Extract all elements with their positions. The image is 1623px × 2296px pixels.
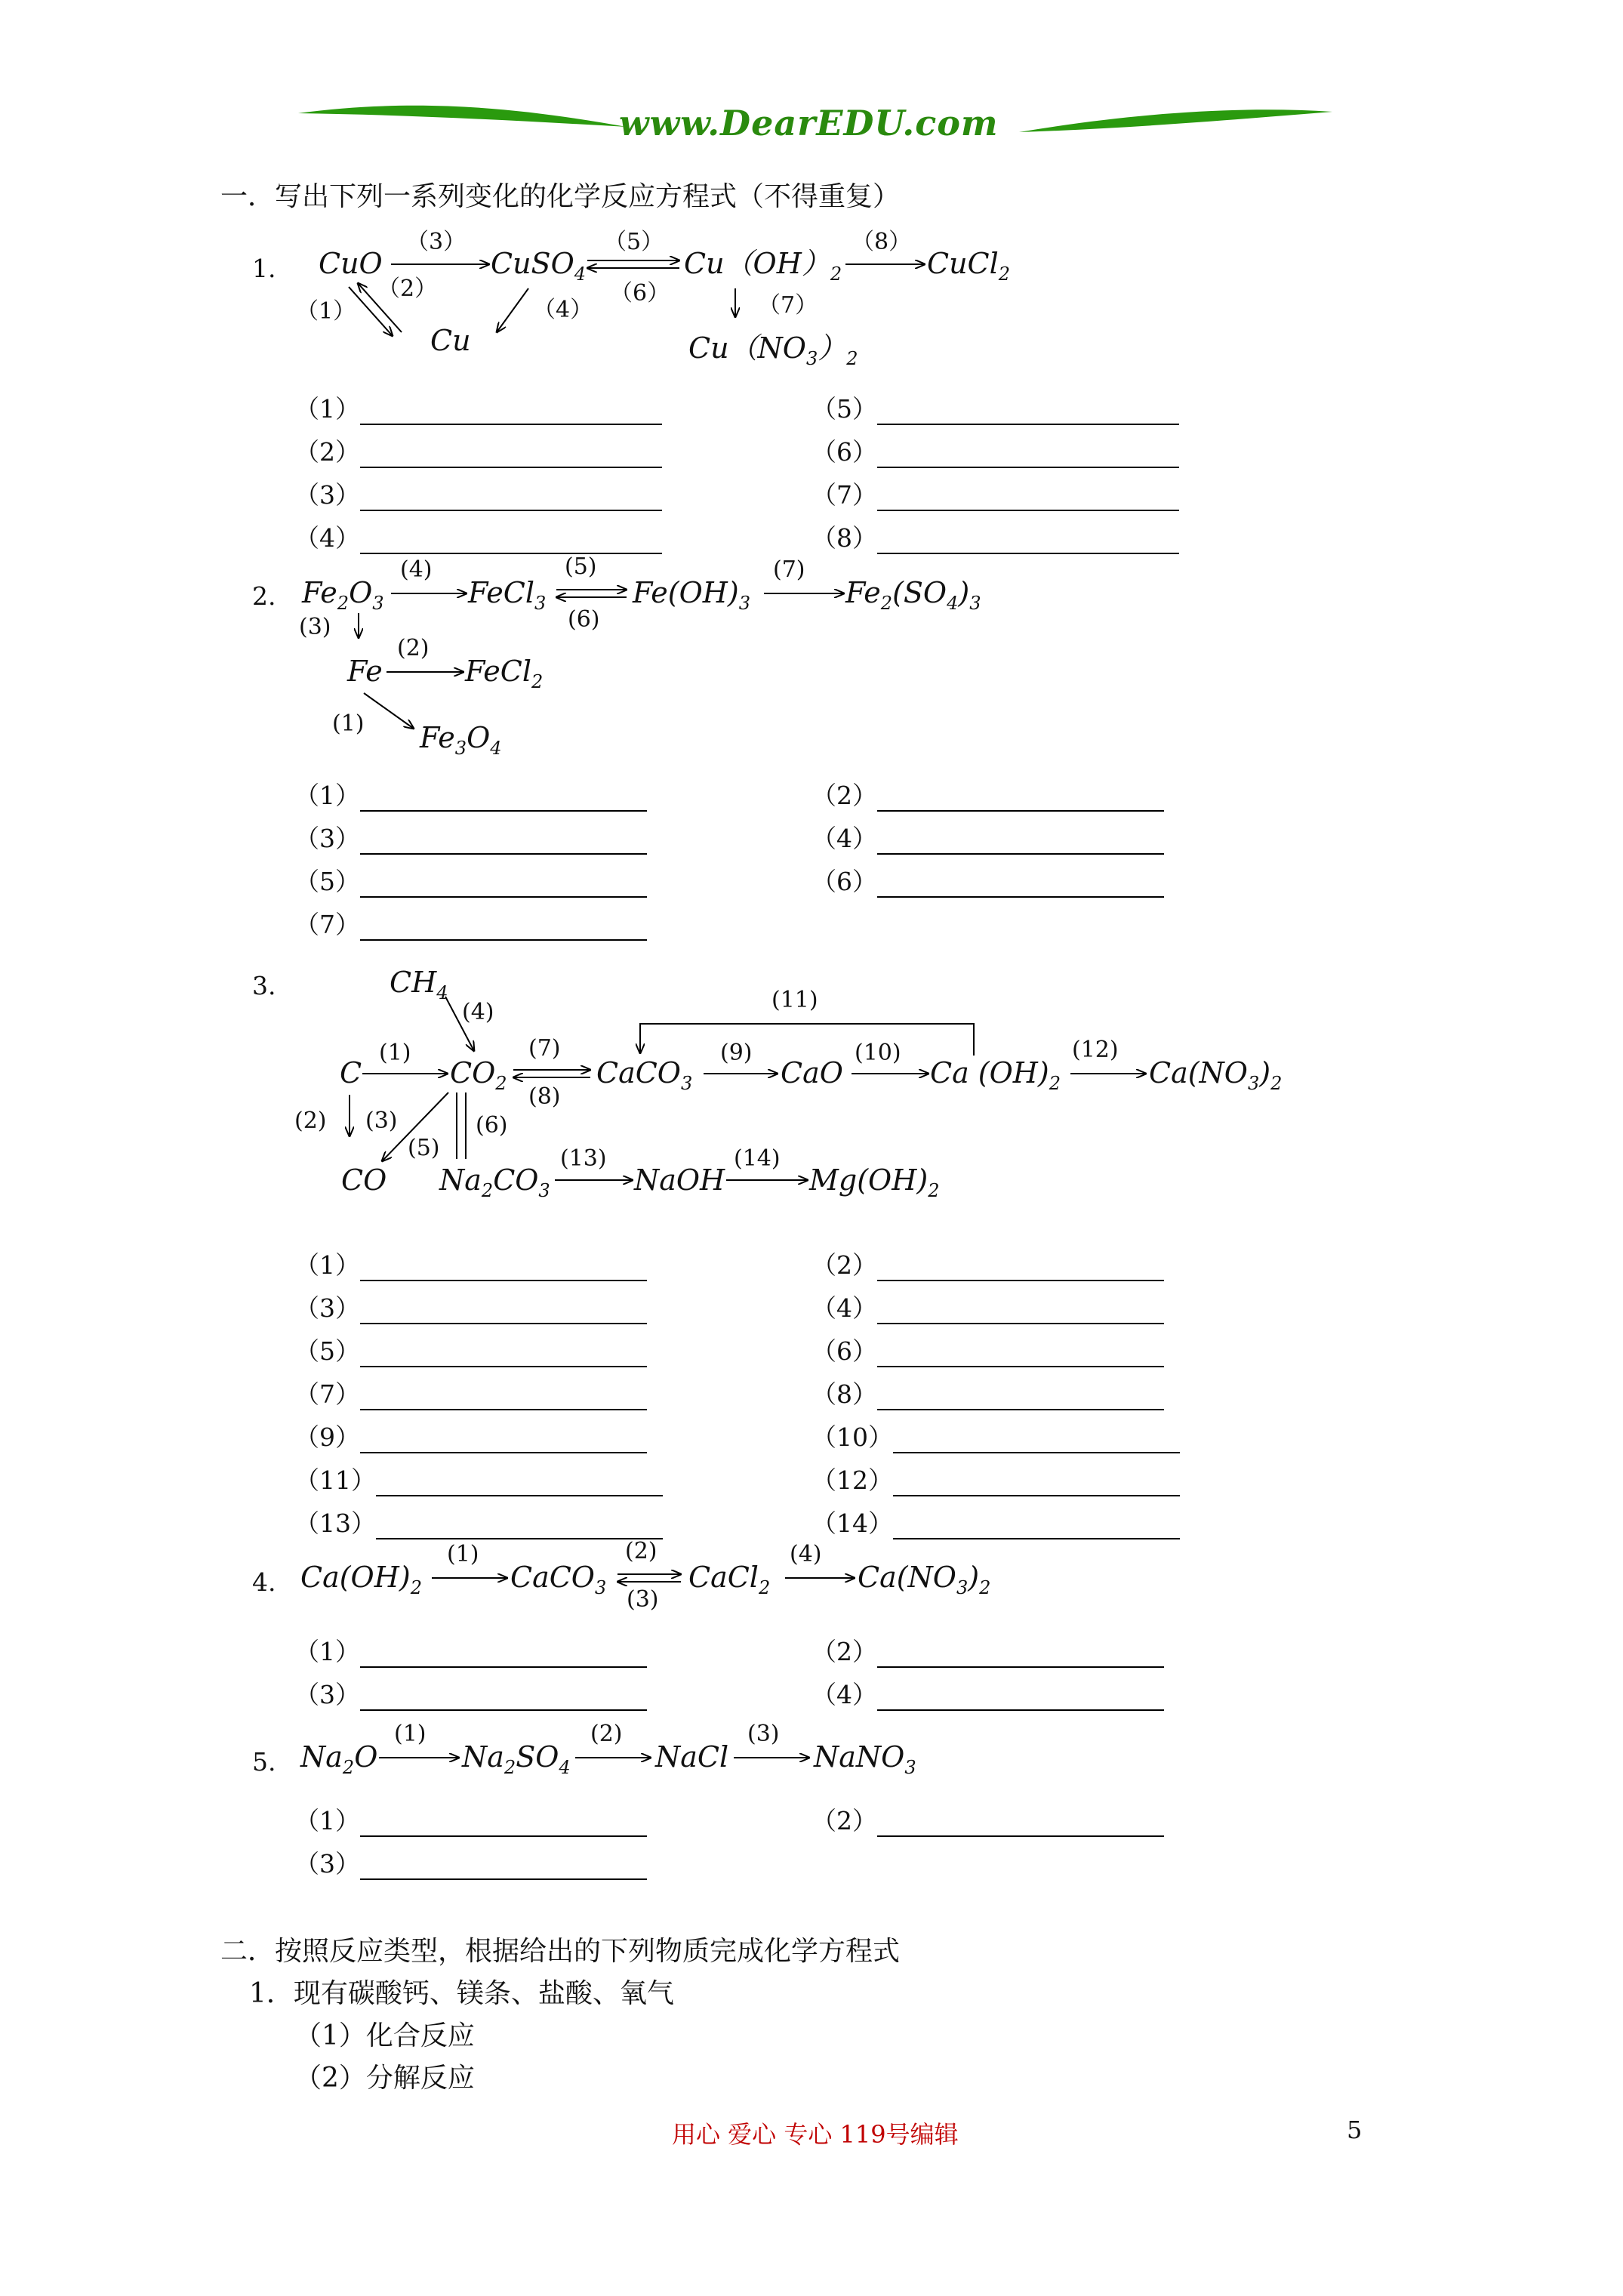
q3-answer-14: （14） — [812, 1504, 1180, 1539]
q2-arrow-1 — [364, 693, 414, 729]
q3-answer-11-line[interactable] — [376, 1469, 663, 1496]
q2-answer-6-line[interactable] — [877, 871, 1164, 898]
q1-label-1: （1） — [296, 298, 356, 325]
q3-label-10: (10) — [855, 1040, 901, 1066]
q1-answer-5: （5） — [812, 390, 1179, 425]
q3-answer-3: （3） — [294, 1289, 647, 1324]
q3-label-9: (9) — [720, 1040, 753, 1066]
q1-answer-6-line[interactable] — [877, 441, 1179, 468]
q3-answer-10: （10） — [812, 1418, 1180, 1453]
q4-caco3: CaCO$_3$ — [510, 1561, 607, 1598]
q1-answer-5-line[interactable] — [877, 398, 1179, 425]
q5-answer-2-line[interactable] — [877, 1810, 1164, 1837]
q1-answer-8: （8） — [812, 519, 1179, 554]
q3-answer-6-line[interactable] — [877, 1340, 1164, 1367]
q4-answer-1: （1） — [294, 1632, 647, 1668]
q1-cuno32: $Cu(NO_3)_2$ — [688, 331, 858, 369]
q2-feoh3: $Fe(OH)_3$ — [633, 576, 750, 614]
q2-answer-3-line[interactable] — [360, 827, 647, 855]
q5-label-3: (3) — [747, 1721, 780, 1747]
q1-cuso4: CuSO$_4$ — [491, 247, 587, 285]
q5-number: 5. — [252, 1747, 276, 1777]
q1-cucl2: CuCl$_2$ — [927, 247, 1011, 285]
q4-cano32: $Ca(NO_3)_2$ — [858, 1561, 991, 1598]
q3-answer-10-line[interactable] — [893, 1426, 1180, 1453]
q5-na2o: $Na_2O$ — [300, 1740, 378, 1778]
q3-answer-14-line[interactable] — [893, 1512, 1180, 1539]
q3-cao: CaO — [781, 1056, 843, 1089]
q5-label-2: (2) — [590, 1721, 623, 1747]
q4-answer-4: （4） — [812, 1675, 1164, 1711]
q3-answer-9-line[interactable] — [360, 1426, 647, 1453]
q3-ch4: $CH_4$ — [390, 966, 448, 1003]
q2-label-5: (5) — [565, 553, 597, 580]
q3-answer-13-line[interactable] — [376, 1512, 663, 1539]
q5-answer-2: （2） — [812, 1801, 1164, 1837]
q3-answer-2-line[interactable] — [877, 1254, 1164, 1281]
q2-fe3o4: $Fe_3O_4$ — [420, 721, 502, 759]
q1-label-7: （7） — [758, 292, 818, 319]
q1-cuo: CuO — [319, 247, 383, 280]
q3-answer-12: （12） — [812, 1461, 1180, 1496]
q2-answer-3: （3） — [294, 819, 647, 855]
section2-item-2: （2）分解反应 — [294, 2063, 475, 2094]
q2-fe: Fe — [347, 655, 383, 688]
q3-cano32: $Ca(NO_3)_2$ — [1149, 1056, 1283, 1094]
q2-answer-4: （4） — [812, 819, 1164, 855]
q1-label-5: （5） — [604, 229, 664, 255]
q2-label-2: (2) — [397, 635, 430, 661]
q3-label-13: (13) — [560, 1145, 607, 1172]
q1-answer-8-line[interactable] — [877, 527, 1179, 554]
q1-answer-2-line[interactable] — [360, 441, 662, 468]
q2-answer-4-line[interactable] — [877, 827, 1164, 855]
q3-label-12: (12) — [1072, 1037, 1119, 1063]
q3-co: CO — [341, 1163, 387, 1197]
q3-caco3: CaCO$_3$ — [596, 1056, 693, 1094]
header-right-swoosh — [1019, 109, 1332, 132]
q2-label-6: (6) — [568, 606, 600, 633]
q1-cuoh2: $Cu(OH)_2$ — [684, 247, 842, 285]
q3-co2: $CO_2$ — [450, 1056, 507, 1094]
q3-number: 3. — [252, 971, 276, 1000]
q2-answer-7-line[interactable] — [360, 914, 647, 941]
q1-answer-7-line[interactable] — [877, 484, 1179, 511]
header-left-swoosh — [298, 106, 627, 127]
q3-answer-1: （1） — [294, 1246, 647, 1281]
q5-na2so4: $Na_2SO_4$ — [462, 1740, 571, 1778]
header-logo: www.DearEDU.com — [619, 103, 999, 143]
q3-label-6: (6) — [476, 1112, 508, 1139]
q3-label-14: (14) — [734, 1145, 781, 1172]
q1-number: 1. — [252, 254, 276, 283]
q3-na2co3: $Na_2CO_3$ — [439, 1163, 550, 1201]
q1-answer-2: （2） — [294, 433, 662, 468]
q1-answer-7: （7） — [812, 476, 1179, 511]
q3-answer-8: （8） — [812, 1375, 1164, 1410]
q4-number: 4. — [252, 1567, 276, 1597]
q5-answer-1: （1） — [294, 1801, 647, 1837]
q2-answer-2-line[interactable] — [877, 784, 1164, 812]
q1-label-8: （8） — [852, 229, 912, 255]
q2-label-7: (7) — [773, 556, 805, 583]
q4-label-3: (3) — [627, 1586, 659, 1613]
section2-title: 二．按照反应类型，根据给出的下列物质完成化学方程式 — [220, 1936, 901, 1967]
q3-c: C — [340, 1056, 362, 1089]
q2-fe2so43: $Fe_2(SO_4)_3$ — [845, 576, 981, 614]
q4-label-2: (2) — [625, 1538, 658, 1564]
q3-answer-2: （2） — [812, 1246, 1164, 1281]
q1-answer-1: （1） — [294, 390, 662, 425]
q3-answer-11: （11） — [294, 1461, 663, 1496]
section2-question-1: 1．现有碳酸钙、镁条、盐酸、氧气 — [249, 1978, 674, 2009]
q3-label-7: (7) — [528, 1035, 561, 1062]
q1-label-6: （6） — [610, 280, 670, 307]
q1-answer-3-line[interactable] — [360, 484, 662, 511]
q3-answer-6: （6） — [812, 1332, 1164, 1367]
q3-label-2: (2) — [294, 1108, 327, 1134]
q3-answer-7: （7） — [294, 1375, 647, 1410]
q1-answer-1-line[interactable] — [360, 398, 662, 425]
q4-answer-1-line[interactable] — [360, 1641, 647, 1668]
q4-answer-3-line[interactable] — [360, 1684, 647, 1711]
q5-answer-1-line[interactable] — [360, 1810, 647, 1837]
q3-answer-9: （9） — [294, 1418, 647, 1453]
q3-answer-12-line[interactable] — [893, 1469, 1180, 1496]
section1-title: 一．写出下列一系列变化的化学反应方程式（不得重复） — [220, 181, 901, 212]
q1-arrow-4 — [497, 288, 528, 332]
q3-answer-13: （13） — [294, 1504, 663, 1539]
q3-caoh2: Ca $(OH)_2$ — [930, 1056, 1061, 1094]
q3-label-11: (11) — [771, 987, 818, 1013]
section2-item-1: （1）化合反应 — [294, 2020, 475, 2051]
q1-answer-3: （3） — [294, 476, 662, 511]
q3-label-1: (1) — [379, 1040, 411, 1066]
q2-answer-6: （6） — [812, 862, 1164, 898]
q1-label-4: （4） — [533, 297, 593, 323]
q3-answer-1-line[interactable] — [360, 1254, 647, 1281]
q2-fe2o3: $Fe_2O_3$ — [302, 576, 384, 614]
q1-answer-4-line[interactable] — [360, 527, 662, 554]
q2-answer-5-line[interactable] — [360, 871, 647, 898]
q2-answer-5: （5） — [294, 862, 647, 898]
q3-answer-5-line[interactable] — [360, 1340, 647, 1367]
q3-label-3: (3) — [365, 1108, 398, 1134]
q5-label-1: (1) — [394, 1721, 427, 1747]
q1-label-3: （3） — [406, 229, 467, 255]
q4-answer-2: （2） — [812, 1632, 1164, 1668]
q3-label-5: (5) — [408, 1135, 440, 1161]
q2-answer-2: （2） — [812, 776, 1164, 812]
q3-answer-5: （5） — [294, 1332, 647, 1367]
q2-answer-7: （7） — [294, 905, 647, 941]
q4-label-1: (1) — [447, 1541, 479, 1567]
q2-label-4: (4) — [400, 556, 433, 583]
q2-answer-1-line[interactable] — [360, 784, 647, 812]
q2-fecl2: FeCl$_2$ — [465, 655, 544, 692]
q4-answer-2-line[interactable] — [877, 1641, 1164, 1668]
q3-answer-4-line[interactable] — [877, 1297, 1164, 1324]
q3-label-4: (4) — [462, 999, 494, 1025]
q2-label-1: (1) — [332, 710, 365, 737]
q4-label-4: (4) — [790, 1541, 822, 1567]
q5-answer-3-line[interactable] — [360, 1853, 647, 1880]
q5-answer-3: （3） — [294, 1845, 647, 1880]
q2-answer-1: （1） — [294, 776, 647, 812]
q3-answer-4: （4） — [812, 1289, 1164, 1324]
q2-fecl3: FeCl$_3$ — [468, 576, 547, 614]
q3-label-8: (8) — [528, 1083, 561, 1110]
q1-answer-4: （4） — [294, 519, 662, 554]
q4-cacl2: CaCl$_2$ — [688, 1561, 771, 1598]
page-number: 5 — [1347, 2116, 1363, 2144]
q3-naoh: NaOH — [634, 1163, 725, 1197]
q3-mgoh2: $Mg(OH)_2$ — [809, 1163, 940, 1201]
q3-answer-8-line[interactable] — [877, 1383, 1164, 1410]
footer-motto: 用心 爱心 专心 119号编辑 — [672, 2120, 959, 2149]
q2-label-3: (3) — [299, 614, 331, 640]
q4-caoh2: $Ca(OH)_2$ — [300, 1561, 422, 1598]
q1-cu: Cu — [430, 324, 471, 357]
q3-arrow-11 — [640, 1024, 974, 1056]
q4-answer-3: （3） — [294, 1675, 647, 1711]
q1-answer-6: （6） — [812, 433, 1179, 468]
q4-answer-4-line[interactable] — [877, 1684, 1164, 1711]
q1-label-2: （2） — [377, 276, 438, 302]
q2-number: 2. — [252, 581, 276, 611]
q5-nano3: NaNO$_3$ — [814, 1740, 916, 1778]
q3-answer-7-line[interactable] — [360, 1383, 647, 1410]
q5-nacl: NaCl — [655, 1740, 729, 1774]
q3-answer-3-line[interactable] — [360, 1297, 647, 1324]
